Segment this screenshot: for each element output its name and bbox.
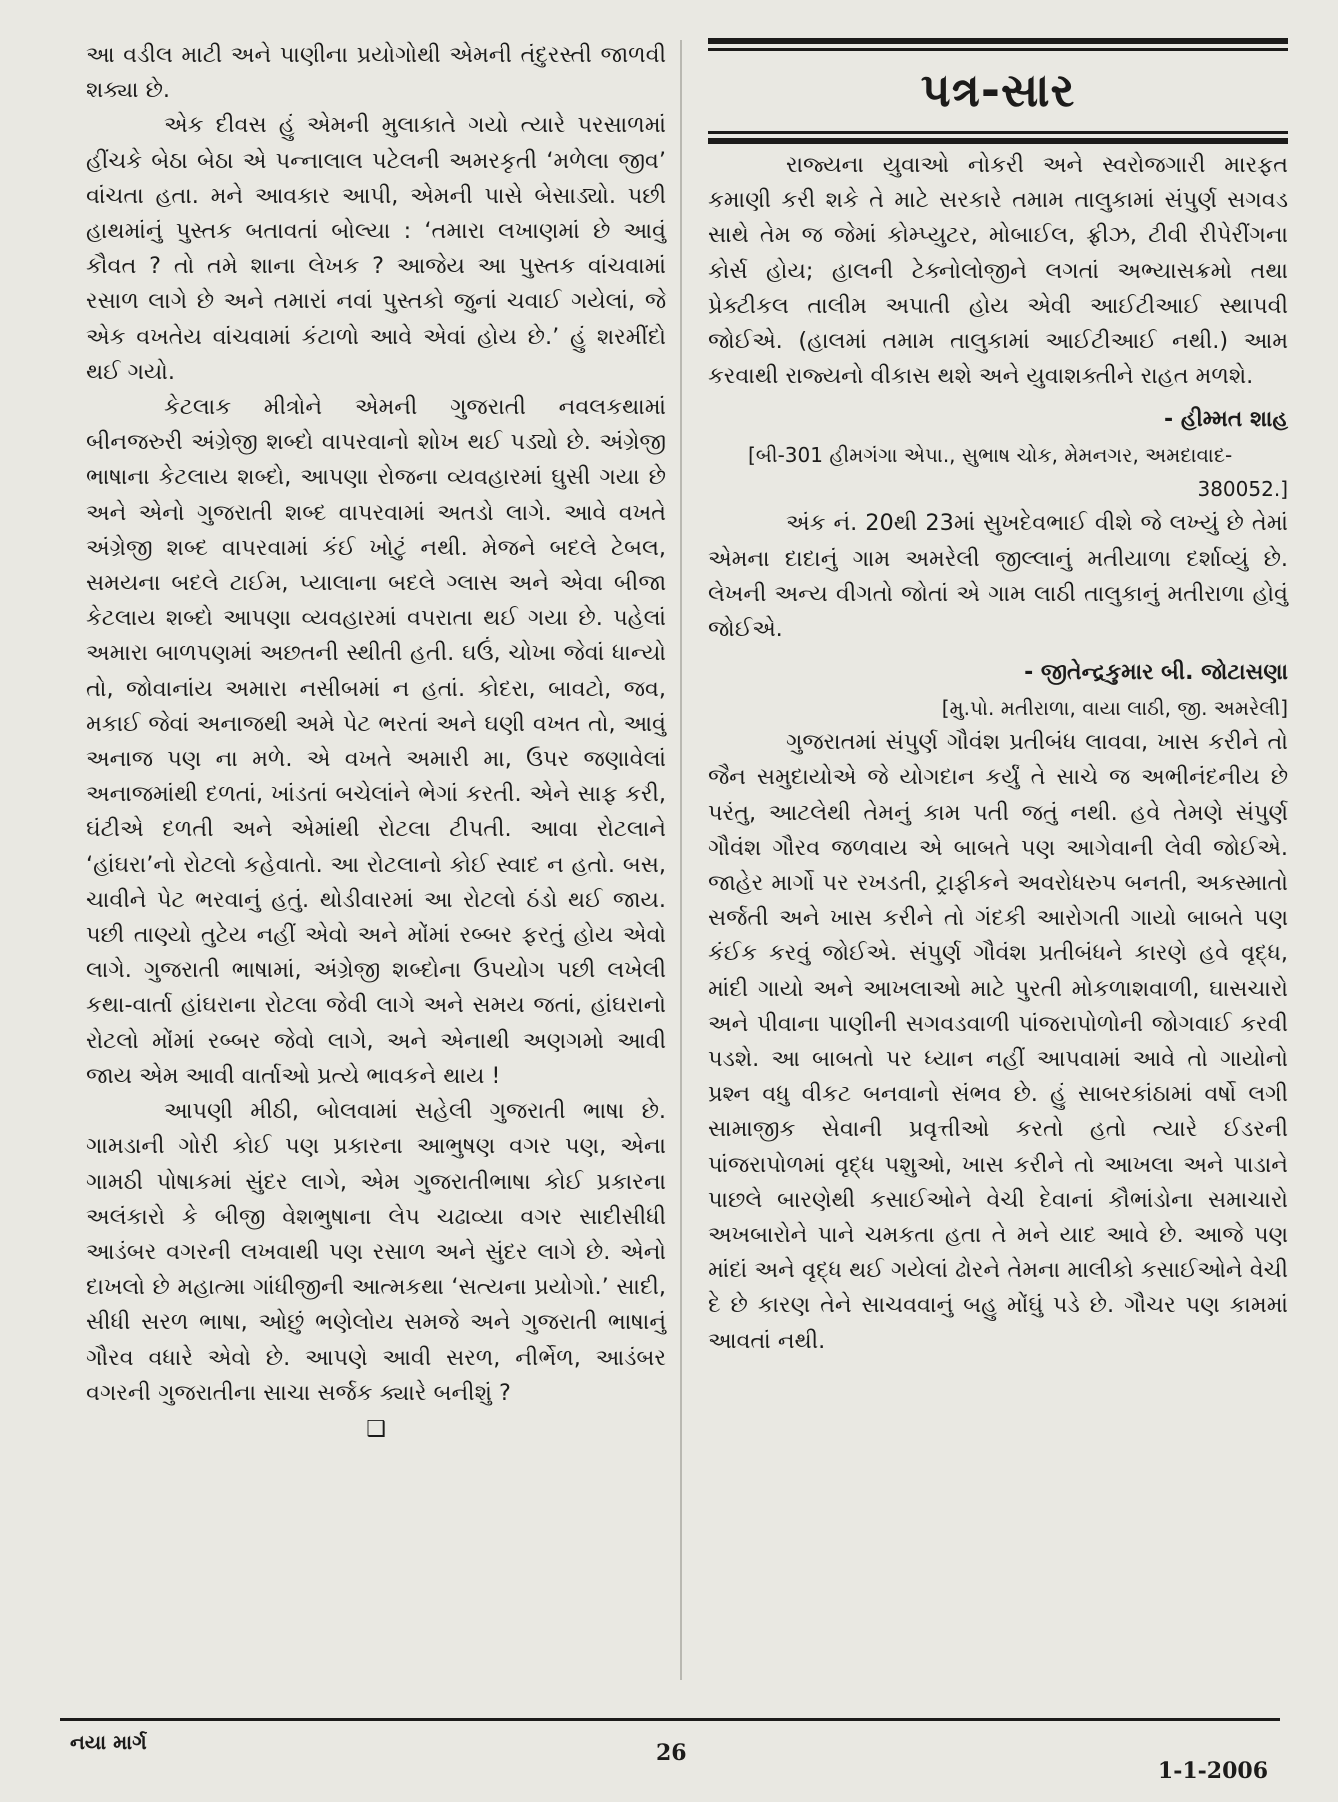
issue-date: 1-1-2006 [1157,1758,1268,1784]
left-paragraph-3: કેટલાક મીત્રોને એમની ગુજરાતી નવલકથામાં બીનજરુરી અંગ્રેજી શબ્દો વાપરવાનો શોખ થઈ પડ્યો છે. અંગ્રેજી ભાષાના કેટલાય શબ્દો, આપણા રોજના વ્યવહારમાં ઘુસી ગયા છે અને એનો ગુજરાતી શબ્દ વાપરવામાં અતડો લાગે. આવે વખતે અંગ્રેજી શબ્દ વાપરવામાં કંઈ ખોટું નથી. મેજને બદલે ટેબલ, સમયના બદલે ટાઈમ, પ્યાલાના બદલે ગ્લાસ અને એવા બીજા કેટલાય શબ્દો આપણા વ્યવહારમાં વપરાતા થઈ ગયા છે. પહેલાં અમારા બાળપણમાં અછતની સ્થીતી હતી. ઘઉં, ચોખા જેવાં ધાન્યો તો, જોવાનાંય અમારા નસીબમાં ન હતાં. કોદરા, બાવટો, જવ, મકાઈ જેવાં અનાજથી અમે પેટ ભરતાં અને ઘણી વખત તો, આવું અનાજ પણ ના મળે. એ વખતે અમારી મા, ઉપર જણાવેલાં અનાજમાંથી દળતાં, ખાંડતાં બચેલાંને ભેગાં કરતી. એને સાફ કરી, ઘંટીએ દળતી અને એમાંથી રોટલા ટીપતી. આવા રોટલાને ‘હાંઘરા’નો રોટલો કહેવાતો. આ રોટલાનો કોઈ સ્વાદ ન હતો. બસ, ચાવીને પેટ ભરવાનું હતું. થોડીવારમાં આ રોટલો ઠંડો થઈ જાય. પછી તાણ્યો તુટેય નહીં એવો અને મોંમાં રબ્બર ફરતું હોય એવો લાગે. ગુજરાતી ભાષામાં, અંગ્રેજી શબ્દોના ઉપયોગ પછી લખેલી કથા-વાર્તા હાંઘરાના રોટલા જેવી લાગે અને સમય જતાં, હાંઘરાનો રોટલો મોંમાં રબ્બર જેવો લાગે, અને એનાથી અણગમો આવી જાય એમ આવી વાર્તાઓ પ્રત્યે ભાવકને થાય ! [86,394,666,1089]
heading-top-rule [708,38,1288,51]
letter-2-signature: - જીતેન્દ્રકુમાર બી. જોટાસણા [1024,660,1288,686]
letter-2-text: અંક નં. 20થી 23માં સુખદેવભાઈ વીશે જે લખ્યું છે તેમાં એમના દાદાનું ગામ અમરેલી જીલ્લાનું મતીયાળા દર્શાવ્યું છે. લેખની અન્ય વીગતો જોતાં એ ગામ લાઠી તાલુકાનું મતીરાળા હોવું જોઈએ. [708,510,1288,643]
letter-2-address: [મુ.પો. મતીરાળા, વાયા લાઠી, જી. અમરેલી] [941,696,1288,721]
section-heading: પત્ર-સાર [920,63,1076,117]
page-number: 26 [656,1740,687,1766]
heading-bottom-rule [708,131,1288,144]
end-mark: ❑ [366,1416,386,1442]
left-paragraph-2: એક દીવસ હું એમની મુલાકાતે ગયો ત્યારે પરસાળમાં હીંચકે બેઠા બેઠા એ પન્નાલાલ પટેલની અમરકૃતી ‘મળેલા જીવ’ વાંચતા હતા. મને આવકાર આપી, એમની પાસે બેસાડ્યો. પછી હાથમાંનું પુસ્તક બતાવતાં બોલ્યા : ‘તમારા લખાણમાં છે આવું કૌવત ? તો તમે શાના લેખક ? આજેય આ પુસ્તક વાંચવામાં રસાળ લાગે છે અને તમારાં નવાં પુસ્તકો જુનાં ચવાઈ ગયેલાં, જે એક વખતેય વાંચવામાં કંટાળો આવે એવાં હોય છે.’ હું શરમીંદો થઈ ગયો. [86,112,666,385]
left-paragraph-4: આપણી મીઠી, બોલવામાં સહેલી ગુજરાતી ભાષા છે. ગામડાની ગોરી કોઈ પણ પ્રકારના આભુષણ વગર પણ, એના ગામઠી પોષાકમાં સુંદર લાગે, એમ ગુજરાતીભાષા કોઈ પ્રકારના અલંકારો કે બીજી વેશભુષાના લેપ ચઢાવ્યા વગર સાદીસીધી આડંબર વગરની લખવાથી પણ રસાળ અને સુંદર લાગે છે. એનો દાખલો છે મહાત્મા ગાંધીજીની આત્મકથા ‘સત્યના પ્રયોગો.’ સાદી, સીધી સરળ ભાષા, ઓછું ભણેલોય સમજે અને ગુજરાતી ભાષાનું ગૌરવ વધારે એવો છે. આપણે આવી સરળ, નીર્ભેળ, આડંબર વગરની ગુજરાતીના સાચા સર્જક ક્યારે બનીશું ? [86,1098,666,1406]
column-divider [680,40,682,1680]
publication-name: નયા માર્ગ [70,1730,147,1754]
letter-1-text: રાજ્યના યુવાઓ નોકરી અને સ્વરોજગારી મારફત કમાણી કરી શકે તે માટે સરકારે તમામ તાલુકામાં સંપુર્ણ સગવડ સાથે તેમ જ જેમાં કોમ્પ્યુટર, મોબાઈલ, ફ્રીઝ, ટીવી રીપેરીંગના કોર્સ હોય; હાલની ટેક્નોલોજીને લગતાં અભ્યાસક્રમો તથા પ્રેક્ટીકલ તાલીમ અપાતી હોય એવી આઈટીઆઈ સ્થાપવી જોઈએ. (હાલમાં તમામ તાલુકામાં આઈટીઆઈ નથી.) આમ કરવાથી રાજ્યનો વીકાસ થશે અને યુવાશક્તીને રાહત મળશે. [708,152,1288,390]
letter-1-address-line-2: 380052.] [1197,477,1288,502]
letter-1-address-line-1: [બી-301 હીમગંગા એપા., સુભાષ ચોક, મેમનગર, અમદાવાદ- [748,443,1233,468]
left-column [86,38,666,1445]
right-column [708,38,1288,1359]
letter-3-text: ગુજરાતમાં સંપુર્ણ ગૌવંશ પ્રતીબંધ લાવવા, ખાસ કરીને તો જૈન સમુદાયોએ જે યોગદાન કર્યું તે સાચે જ અભીનંદનીય છે પરંતુ, આટલેથી તેમનું કામ પતી જતું નથી. હવે તેમણે સંપુર્ણ ગૌવંશ ગૌરવ જળવાય એ બાબતે પણ આગેવાની લેવી જોઈએ. જાહેર માર્ગો પર રખડતી, ટ્રાફીકને અવરોધરુપ બનતી, અકસ્માતો સર્જતી અને ખાસ કરીને તો ગંદકી આરોગતી ગાયો બાબતે પણ કંઈક કરવું જોઈએ. સંપુર્ણ ગૌવંશ પ્રતીબંધને કારણે હવે વૃદ્ધ, માંદી ગાયો અને આખલાઓ માટે પુરતી મોકળાશવાળી, ઘાસચારો અને પીવાના પાણીની સગવડવાળી પાંજરાપોળોની જોગવાઈ કરવી પડશે. આ બાબતો પર ધ્યાન નહીં આપવામાં આવે તો ગાયોનો પ્રશ્ન વધુ વીકટ બનવાનો સંભવ છે. હું સાબરકાંઠામાં વર્ષો લગી સામાજીક સેવાની પ્રવૃત્તીઓ કરતો હતો ત્યારે ઈડરની પાંજરાપોળમાં વૃદ્ધ પશુઓ, ખાસ કરીને તો આખલા અને પાડાને પાછલે બારણેથી કસાઈઓને વેચી દેવાનાં કૌભાંડોના સમાચારો અખબારોને પાને ચમકતા હતા તે મને યાદ આવે છે. આજે પણ માંદાં અને વૃદ્ધ થઈ ગયેલાં ઢોરને તેમના માલીકો કસાઈઓને વેચી દે છે કારણ તેને સાચવવાનું બહુ મોંઘું પડે છે. ગૌચર પણ કામમાં આવતાં નથી. [708,729,1288,1354]
letter-1-signature: - હીમ્મત શાહ [1164,407,1288,433]
footer-rule [60,1718,1280,1721]
left-paragraph-1: આ વડીલ માટી અને પાણીના પ્રયોગોથી એમની તંદુરસ્તી જાળવી શક્યા છે. [86,42,666,104]
